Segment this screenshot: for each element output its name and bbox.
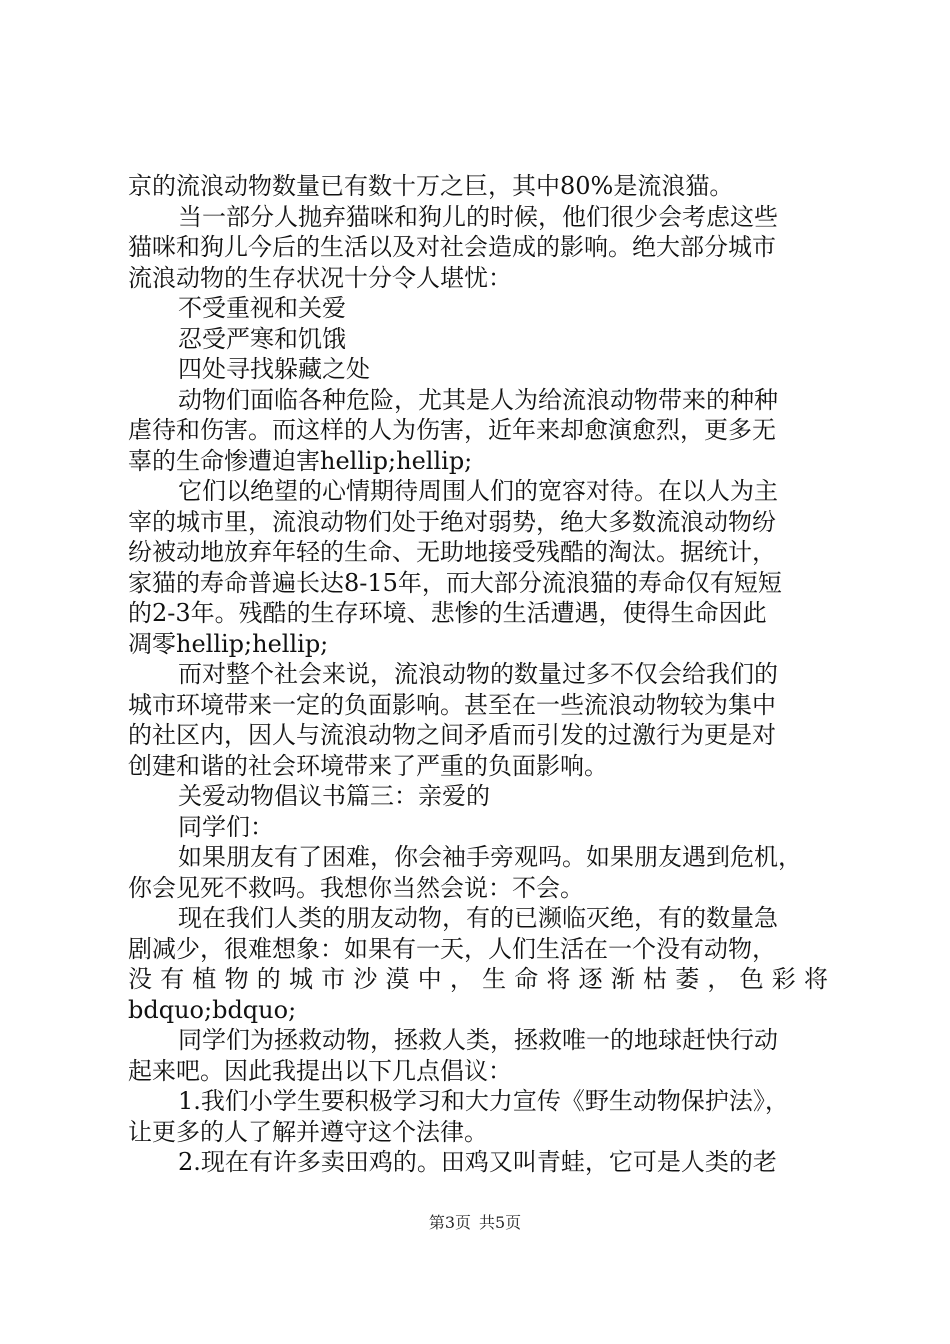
text-line: 四处寻找躲藏之处	[178, 355, 370, 383]
text-line: 如果朋友有了困难，你会袖手旁观吗。如果朋友遇到危机，	[178, 843, 802, 871]
text-line: 起来吧。因此我提出以下几点倡议：	[128, 1056, 512, 1085]
text-line: 让更多的人了解并遵守这个法律。	[128, 1117, 488, 1146]
text-line: 同学们为拯救动物，拯救人类，拯救唯一的地球赶快行动	[178, 1026, 778, 1054]
text-line: 而对整个社会来说，流浪动物的数量过多不仅会给我们的	[178, 660, 778, 688]
text-line: 动物们面临各种危险，尤其是人为给流浪动物带来的种种	[178, 385, 778, 414]
text-line: 关爱动物倡议书篇三：亲爱的	[178, 782, 490, 810]
text-line: 现在我们人类的朋友动物，有的已濒临灭绝，有的数量急	[178, 904, 778, 932]
text-line: 城市环境带来一定的负面影响。甚至在一些流浪动物较为集中	[128, 690, 776, 719]
text-line: 剧减少，很难想象：如果有一天，人们生活在一个没有动物，	[128, 934, 776, 963]
text-line: 的2-3年。残酷的生存环境、悲惨的生活遭遇，使得生命因此	[128, 599, 767, 627]
text-line: 忍受严寒和饥饿	[178, 324, 346, 353]
text-line: bdquo;bdquo;	[128, 995, 297, 1024]
text-line: 京的流浪动物数量已有数十万之巨，其中80%是流浪猫。	[128, 172, 734, 200]
text-line: 你会见死不救吗。我想你当然会说：不会。	[128, 873, 584, 902]
text-line: 家猫的寿命普遍长达8-15年，而大部分流浪猫的寿命仅有短短	[128, 568, 782, 597]
text-line: 宰的城市里，流浪动物们处于绝对弱势，绝大多数流浪动物纷	[128, 507, 776, 536]
text-line: 同学们：	[178, 812, 274, 841]
text-line: 纷被动地放弃年轻的生命、无助地接受残酷的淘汰。据统计，	[128, 538, 776, 566]
page-number: 第3页	[428, 1213, 471, 1232]
text-line: 没 有 植 物 的 城 市 沙 漠 中 ， 生 命 将 逐 渐 枯 萎 ， 色 彩 将	[128, 965, 828, 993]
page-total: 共5页	[479, 1213, 522, 1232]
text-line: 它们以绝望的心情期待周围人们的宽容对待。在以人为主	[178, 477, 778, 505]
text-line: 2.现在有许多卖田鸡的。田鸡又叫青蛙，它可是人类的老	[178, 1148, 777, 1176]
text-line: 不受重视和关爱	[178, 294, 346, 322]
text-line: 创建和谐的社会环境带来了严重的负面影响。	[128, 751, 608, 780]
text-line: 1.我们小学生要积极学习和大力宣传《野生动物保护法》，	[178, 1087, 789, 1115]
text-line: 流浪动物的生存状况十分令人堪忧：	[128, 263, 512, 292]
document-body	[128, 171, 828, 1178]
text-line: 猫咪和狗儿今后的生活以及对社会造成的影响。绝大部分城市	[128, 233, 776, 261]
text-line: 凋零hellip;hellip;	[128, 629, 329, 658]
text-line: 辜的生命惨遭迫害hellip;hellip;	[128, 446, 473, 475]
text-line: 的社区内，因人与流浪动物之间矛盾而引发的过激行为更是对	[128, 721, 776, 749]
text-line: 当一部分人抛弃猫咪和狗儿的时候，他们很少会考虑这些	[178, 202, 778, 231]
text-line: 虐待和伤害。而这样的人为伤害，近年来却愈演愈烈，更多无	[128, 416, 776, 444]
page-footer	[0, 1210, 950, 1233]
